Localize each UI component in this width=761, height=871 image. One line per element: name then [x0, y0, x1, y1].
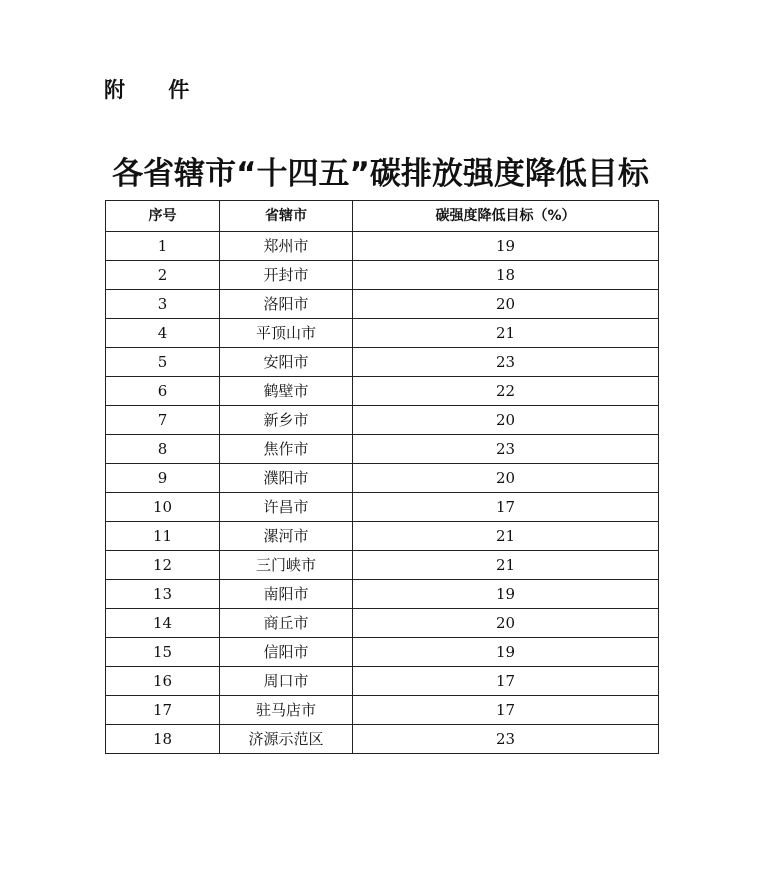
row-target: 20 — [353, 464, 659, 493]
row-serial-number: 17 — [106, 696, 220, 725]
row-city: 商丘市 — [220, 609, 353, 638]
table-row — [106, 638, 659, 667]
carbon-target-table — [105, 200, 659, 754]
row-serial-number: 8 — [106, 435, 220, 464]
row-city: 济源示范区 — [220, 725, 353, 754]
row-target: 20 — [353, 290, 659, 319]
row-city: 濮阳市 — [220, 464, 353, 493]
table-row — [106, 696, 659, 725]
table-row — [106, 232, 659, 261]
table-body — [106, 232, 659, 754]
table-row — [106, 377, 659, 406]
row-target: 21 — [353, 551, 659, 580]
row-target: 21 — [353, 319, 659, 348]
row-city: 安阳市 — [220, 348, 353, 377]
row-city: 南阳市 — [220, 580, 353, 609]
row-serial-number: 16 — [106, 667, 220, 696]
row-target: 20 — [353, 406, 659, 435]
table-row — [106, 319, 659, 348]
row-city: 郑州市 — [220, 232, 353, 261]
header-serial-number: 序号 — [106, 201, 220, 232]
table-row — [106, 551, 659, 580]
row-serial-number: 3 — [106, 290, 220, 319]
row-target: 19 — [353, 638, 659, 667]
table-row — [106, 580, 659, 609]
row-target: 19 — [353, 232, 659, 261]
table-row — [106, 348, 659, 377]
header-target: 碳强度降低目标（%） — [353, 201, 659, 232]
row-city: 漯河市 — [220, 522, 353, 551]
attachment-label: 附 件 — [104, 78, 208, 102]
row-serial-number: 14 — [106, 609, 220, 638]
row-serial-number: 15 — [106, 638, 220, 667]
row-target: 23 — [353, 725, 659, 754]
row-serial-number: 13 — [106, 580, 220, 609]
row-target: 19 — [353, 580, 659, 609]
table-header-row — [106, 201, 659, 232]
row-serial-number: 2 — [106, 261, 220, 290]
row-serial-number: 5 — [106, 348, 220, 377]
row-target: 23 — [353, 348, 659, 377]
table-row — [106, 725, 659, 754]
row-serial-number: 18 — [106, 725, 220, 754]
row-city: 周口市 — [220, 667, 353, 696]
row-serial-number: 11 — [106, 522, 220, 551]
row-serial-number: 4 — [106, 319, 220, 348]
table-row — [106, 406, 659, 435]
row-city: 三门峡市 — [220, 551, 353, 580]
row-city: 新乡市 — [220, 406, 353, 435]
document-title: 各省辖市“十四五”碳排放强度降低目标 — [112, 156, 649, 192]
row-serial-number: 9 — [106, 464, 220, 493]
table-row — [106, 290, 659, 319]
row-target: 17 — [353, 493, 659, 522]
row-target: 23 — [353, 435, 659, 464]
row-serial-number: 10 — [106, 493, 220, 522]
header-city: 省辖市 — [220, 201, 353, 232]
table-row — [106, 464, 659, 493]
row-serial-number: 12 — [106, 551, 220, 580]
row-target: 21 — [353, 522, 659, 551]
row-city: 驻马店市 — [220, 696, 353, 725]
row-city: 焦作市 — [220, 435, 353, 464]
row-serial-number: 6 — [106, 377, 220, 406]
table-row — [106, 609, 659, 638]
table-row — [106, 435, 659, 464]
row-serial-number: 7 — [106, 406, 220, 435]
row-serial-number: 1 — [106, 232, 220, 261]
row-target: 20 — [353, 609, 659, 638]
row-city: 洛阳市 — [220, 290, 353, 319]
row-city: 鹤壁市 — [220, 377, 353, 406]
table-row — [106, 493, 659, 522]
table-row — [106, 522, 659, 551]
row-city: 平顶山市 — [220, 319, 353, 348]
row-city: 开封市 — [220, 261, 353, 290]
table-row — [106, 261, 659, 290]
table-row — [106, 667, 659, 696]
row-target: 17 — [353, 696, 659, 725]
row-city: 许昌市 — [220, 493, 353, 522]
row-target: 17 — [353, 667, 659, 696]
row-target: 22 — [353, 377, 659, 406]
row-city: 信阳市 — [220, 638, 353, 667]
row-target: 18 — [353, 261, 659, 290]
